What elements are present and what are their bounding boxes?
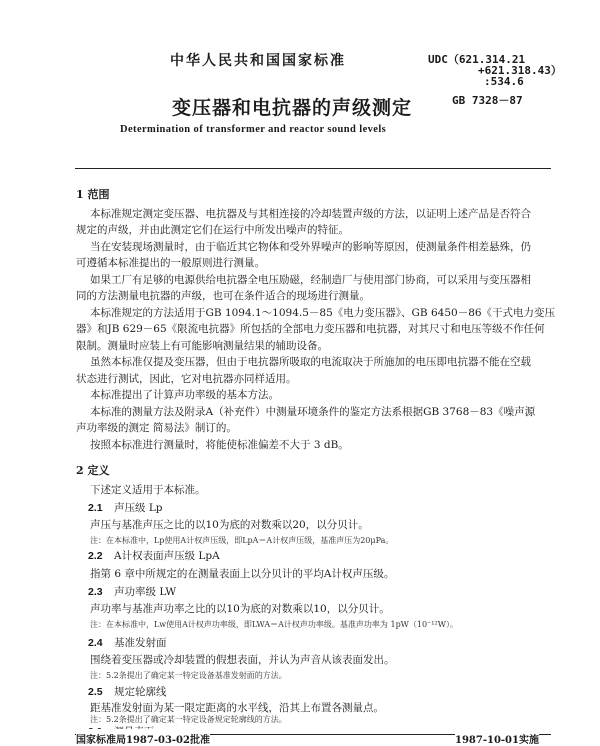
approval-date: 国家标准局1987-03-02批准	[76, 729, 210, 746]
definition-text: 声压与基准声压之比的以10为底的对数乘以20，以分贝计。	[90, 519, 369, 531]
section-1-line: 本标准的测量方法及附录A（补充件）中测量环境条件的鉴定方法系根据GB 3768－83《噪声源	[90, 406, 536, 418]
definition-number: 2.5	[88, 686, 103, 698]
udc-line-1: UDC（621.314.21	[428, 53, 526, 66]
definition-heading	[88, 684, 167, 699]
section-1-heading: 1 范围	[76, 188, 110, 201]
definition-heading	[88, 635, 167, 650]
definition-term: 基准发射面	[114, 637, 167, 649]
header-rule	[75, 168, 551, 169]
section-2-heading: 2 定义	[76, 464, 110, 477]
section-1-line: 本标准规定的方法适用于GB 1094.1～1094.5－85《电力变压器》、GB 6450－86《干式电力变压	[90, 307, 556, 319]
section-1-line: 当在安装现场测量时，由于临近其它物体和受外界噪声的影响等原因，使测量条件相差悬殊，仍	[90, 241, 531, 253]
definition-heading	[88, 500, 163, 515]
definition-number: 2.4	[88, 637, 103, 649]
gb-number: GB 7328－87	[452, 94, 523, 107]
section-1-line: 本标准规定测定变压器、电抗器及与其相连接的冷却装置声级的方法，以证明上述产品是否符合	[90, 208, 531, 220]
definition-note: 注：5.2条提出了确定某一特定设备规定轮廓线的方法。	[90, 715, 287, 724]
effective-date: 1987-10-01实施	[455, 729, 539, 746]
udc-line-2: +621.318.43）	[478, 64, 562, 77]
definition-term: A计权表面声压级 LpA	[114, 550, 220, 562]
udc-line-3: :534.6	[484, 75, 524, 88]
section-1-line: 规定的声级，并由此测定它们在运行中所发出噪声的特征。	[76, 224, 349, 236]
definition-heading	[88, 548, 220, 563]
definition-note: 注：在本标准中，Lp使用A计权声压级，即LpA＝A计权声压级，基准声压为20μPa。	[90, 536, 394, 545]
section-1-line: 状态进行测试，因此，它对电抗器亦同样适用。	[76, 373, 297, 385]
definition-term: 声功率级 LW	[114, 586, 177, 598]
definition-note: 注：在本标准中，Lw使用A计权声功率级，即LWA＝A计权声功率级。基准声功率为 1pW（10⁻¹²W）。	[90, 620, 458, 629]
section-1-line: 按照本标准进行测量时，将能使标准偏差不大于 3 dB。	[90, 439, 349, 451]
section-1-line: 可遵循本标准提出的一般原则进行测量。	[76, 257, 265, 269]
definition-term: 声压级 Lp	[114, 502, 163, 514]
section-1-line: 本标准提出了计算声功率级的基本方法。	[90, 389, 279, 401]
definition-term: 规定轮廓线	[114, 686, 167, 698]
definition-text: 围绕着变压器或冷却装置的假想表面，并认为声音从该表面发出。	[90, 654, 395, 666]
section-1-line: 虽然本标准仅提及变压器，但由于电抗器所吸取的电流取决于所施加的电压即电抗器不能在空载	[90, 356, 531, 368]
udc-code	[428, 54, 562, 87]
definition-note: 注：5.2条提出了确定某一特定设备基准发射面的方法。	[90, 671, 287, 680]
definition-text: 指第 6 章中所规定的在测量表面上以分贝计的平均A计权声压级。	[90, 568, 395, 580]
definition-number: 2.1	[88, 502, 103, 514]
definition-text: 声功率与基准声功率之比的以10为底的对数乘以10，以分贝计。	[90, 603, 390, 615]
definition-number: 2.2	[88, 550, 103, 562]
section-1-line: 声功率级的测定 简易法》制订的。	[76, 422, 237, 434]
section-1-line: 同的方法测量电抗器的声级，也可在条件适合的现场进行测量。	[76, 290, 370, 302]
section-2-intro: 下述定义适用于本标准。	[90, 484, 206, 496]
definition-text: 距基准发射面为某一限定距离的水平线，沿其上布置各测量点。	[90, 702, 384, 714]
document-title: 变压器和电抗器的声级测定	[172, 97, 413, 119]
definition-number: 2.3	[88, 586, 103, 598]
standard-title: 中华人民共和国国家标准	[170, 53, 346, 69]
section-1-line: 限制。测量时应装上有可能影响测量结果的辅助设备。	[76, 340, 328, 352]
section-1-line: 器》和JB 629－65《限流电抗器》所包括的全部电力变压器和电抗器，对其尺寸和电压等级不作任何	[76, 323, 545, 335]
document-title-english: Determination of transformer and reactor sound levels	[120, 124, 387, 135]
section-1-line: 如果工厂有足够的电源供给电抗器全电压励磁，经制造厂与使用部门协商，可以采用与变压器相	[90, 274, 531, 286]
definition-heading	[88, 584, 176, 599]
